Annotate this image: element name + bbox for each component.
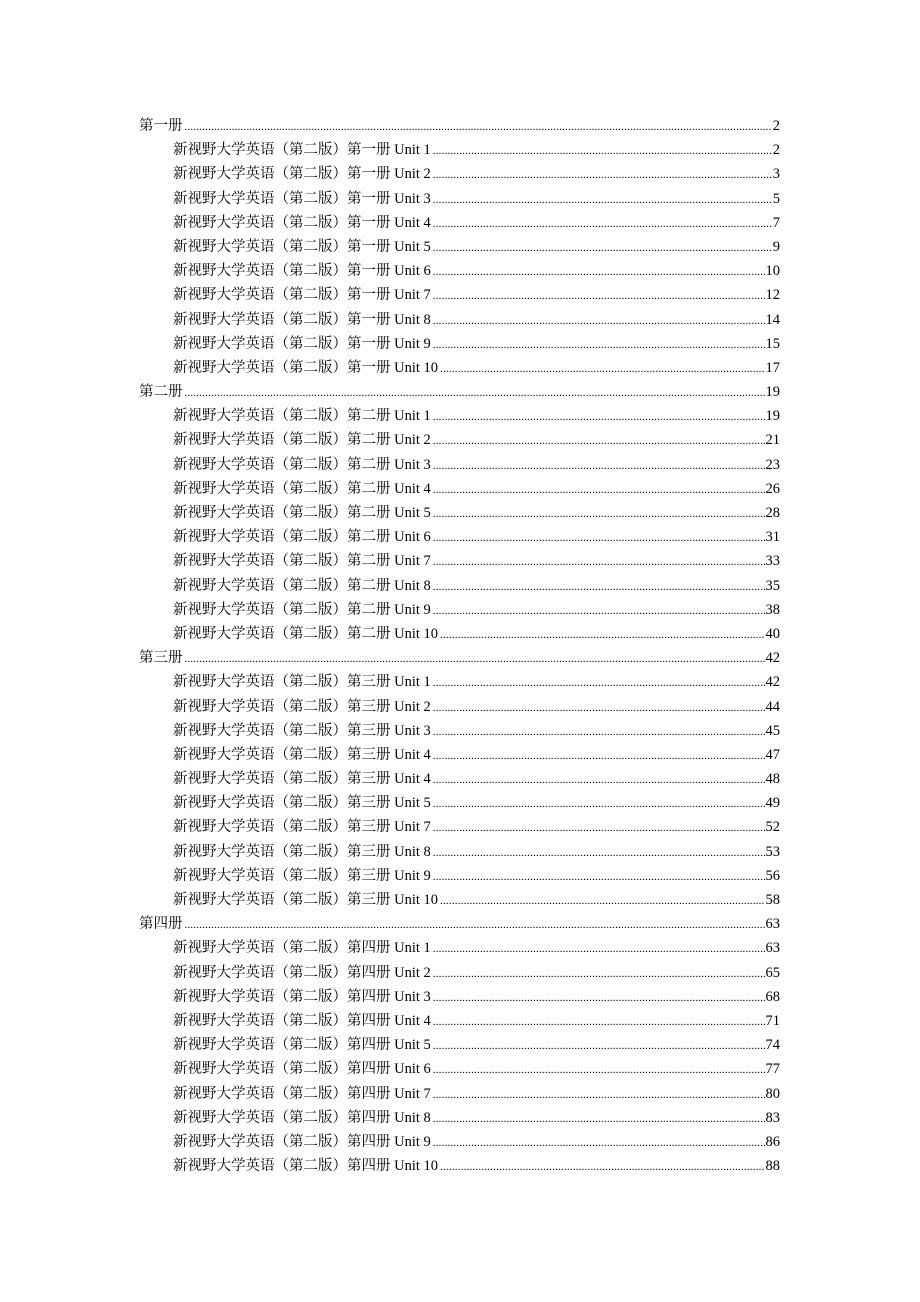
- toc-unit-title: 新视野大学英语（第二版）第一册 Unit 5: [173, 238, 431, 255]
- toc-unit-title: 新视野大学英语（第二版）第二册 Unit 4: [173, 480, 431, 497]
- toc-unit-title: 新视野大学英语（第二版）第四册 Unit 6: [173, 1061, 431, 1078]
- toc-dot-leader: [433, 236, 772, 260]
- toc-unit-entry[interactable]: [139, 235, 780, 259]
- toc-unit-title: 新视野大学英语（第二版）第三册 Unit 7: [173, 819, 431, 836]
- toc-unit-title: 新视野大学英语（第二版）第四册 Unit 10: [173, 1158, 439, 1175]
- toc-unit-title: 新视野大学英语（第二版）第三册 Unit 5: [173, 795, 431, 812]
- toc-unit-title: 新视野大学英语（第二版）第四册 Unit 4: [173, 1012, 431, 1029]
- toc-volume-entry[interactable]: [139, 380, 780, 404]
- toc-unit-title: 新视野大学英语（第二版）第三册 Unit 1: [173, 674, 431, 691]
- toc-unit-title: 新视野大学英语（第二版）第二册 Unit 6: [173, 529, 431, 546]
- toc-unit-entry[interactable]: [139, 549, 780, 573]
- toc-page-number: 31: [765, 529, 780, 546]
- toc-unit-title: 新视野大学英语（第二版）第二册 Unit 2: [173, 432, 431, 449]
- toc-unit-entry[interactable]: [139, 840, 780, 864]
- toc-unit-title: 新视野大学英语（第二版）第一册 Unit 7: [173, 287, 431, 304]
- toc-unit-title: 新视野大学英语（第二版）第一册 Unit 10: [173, 359, 439, 376]
- toc-unit-entry[interactable]: [139, 259, 780, 283]
- toc-dot-leader: [433, 284, 765, 308]
- toc-page-number: 10: [765, 263, 780, 280]
- toc-dot-leader: [433, 478, 765, 502]
- toc-dot-leader: [433, 309, 765, 333]
- toc-page-number: 40: [765, 625, 780, 642]
- toc-unit-entry[interactable]: [139, 815, 780, 839]
- toc-dot-leader: [433, 1131, 765, 1155]
- toc-page-number: 35: [765, 577, 780, 594]
- toc-unit-entry[interactable]: [139, 622, 780, 646]
- toc-unit-title: 新视野大学英语（第二版）第一册 Unit 3: [173, 190, 431, 207]
- toc-volume-title: 第一册: [139, 118, 183, 134]
- toc-page-number: 42: [765, 674, 780, 691]
- toc-dot-leader: [440, 1155, 764, 1179]
- toc-unit-title: 新视野大学英语（第二版）第一册 Unit 6: [173, 263, 431, 280]
- toc-dot-leader: [433, 1083, 765, 1107]
- toc-dot-leader: [433, 792, 765, 816]
- toc-unit-entry[interactable]: [139, 162, 780, 186]
- toc-dot-leader: [433, 986, 765, 1010]
- toc-page-number: 19: [765, 384, 780, 401]
- toc-volume-title: 第四册: [139, 916, 183, 933]
- toc-dot-leader: [433, 333, 765, 357]
- toc-page-number: 77: [765, 1061, 780, 1078]
- toc-dot-leader: [433, 696, 765, 720]
- toc-volume-entry[interactable]: [139, 912, 780, 936]
- toc-dot-leader: [185, 381, 765, 405]
- toc-unit-entry[interactable]: [139, 428, 780, 452]
- toc-page-number: 7: [772, 214, 780, 231]
- toc-dot-leader: [440, 623, 764, 647]
- toc-dot-leader: [433, 163, 772, 187]
- toc-page-number: 88: [765, 1158, 780, 1175]
- toc-unit-title: 新视野大学英语（第二版）第三册 Unit 4: [173, 771, 431, 788]
- toc-unit-title: 新视野大学英语（第二版）第一册 Unit 4: [173, 214, 431, 231]
- toc-page-number: 2: [772, 118, 780, 134]
- toc-unit-title: 新视野大学英语（第二版）第四册 Unit 3: [173, 988, 431, 1005]
- toc-dot-leader: [433, 212, 772, 236]
- toc-unit-title: 新视野大学英语（第二版）第三册 Unit 3: [173, 722, 431, 739]
- toc-unit-title: 新视野大学英语（第二版）第四册 Unit 1: [173, 940, 431, 957]
- toc-unit-title: 新视野大学英语（第二版）第三册 Unit 2: [173, 698, 431, 715]
- toc-dot-leader: [433, 429, 765, 453]
- toc-page-number: 71: [765, 1012, 780, 1029]
- toc-dot-leader: [433, 1010, 765, 1034]
- toc-dot-leader: [433, 865, 765, 889]
- toc-unit-title: 新视野大学英语（第二版）第四册 Unit 9: [173, 1133, 431, 1150]
- toc-unit-title: 新视野大学英语（第二版）第一册 Unit 8: [173, 311, 431, 328]
- toc-unit-entry[interactable]: [139, 719, 780, 743]
- toc-page-number: 58: [765, 892, 780, 908]
- toc-dot-leader: [433, 720, 765, 744]
- toc-page-number: 74: [765, 1037, 780, 1054]
- toc-page-number: 26: [765, 480, 780, 497]
- toc-unit-title: 新视野大学英语（第二版）第二册 Unit 5: [173, 505, 431, 521]
- toc-unit-entry[interactable]: [139, 985, 780, 1009]
- toc-unit-title: 新视野大学英语（第二版）第二册 Unit 1: [173, 408, 431, 425]
- toc-page-number: 15: [765, 335, 780, 352]
- toc-unit-title: 新视野大学英语（第二版）第四册 Unit 8: [173, 1109, 431, 1126]
- toc-unit-entry[interactable]: [139, 332, 780, 356]
- toc-volume-entry[interactable]: [139, 114, 780, 138]
- toc-unit-title: 新视野大学英语（第二版）第二册 Unit 10: [173, 625, 439, 642]
- toc-dot-leader: [433, 260, 765, 284]
- toc-dot-leader: [433, 139, 772, 163]
- toc-dot-leader: [433, 454, 765, 478]
- toc-volume-entry[interactable]: [139, 646, 780, 670]
- toc-page-number: 44: [765, 698, 780, 715]
- toc-dot-leader: [433, 962, 765, 986]
- toc-unit-title: 新视野大学英语（第二版）第四册 Unit 7: [173, 1085, 431, 1102]
- toc-unit-entry[interactable]: [139, 477, 780, 501]
- toc-unit-entry[interactable]: [139, 1154, 780, 1178]
- toc-unit-entry[interactable]: [139, 404, 780, 428]
- toc-unit-title: 新视野大学英语（第二版）第三册 Unit 8: [173, 843, 431, 860]
- toc-unit-entry[interactable]: [139, 138, 780, 162]
- toc-dot-leader: [440, 357, 764, 381]
- toc-unit-title: 新视野大学英语（第二版）第二册 Unit 3: [173, 456, 431, 473]
- toc-dot-leader: [433, 188, 772, 212]
- toc-volume-title: 第三册: [139, 650, 183, 667]
- toc-unit-title: 新视野大学英语（第二版）第四册 Unit 2: [173, 964, 431, 981]
- toc-unit-entry[interactable]: [139, 525, 780, 549]
- toc-unit-entry[interactable]: [139, 961, 780, 985]
- toc-page-number: 45: [765, 722, 780, 739]
- toc-page-number: 65: [765, 964, 780, 981]
- toc-dot-leader: [433, 405, 765, 429]
- toc-unit-entry[interactable]: [139, 936, 780, 960]
- toc-unit-entry[interactable]: [139, 1130, 780, 1154]
- toc-page-number: 83: [765, 1109, 780, 1126]
- toc-unit-title: 新视野大学英语（第二版）第二册 Unit 8: [173, 577, 431, 594]
- toc-unit-title: 新视野大学英语（第二版）第三册 Unit 4: [173, 746, 431, 763]
- toc-dot-leader: [433, 768, 765, 792]
- toc-unit-entry[interactable]: [139, 791, 780, 815]
- toc-page-number: 3: [772, 166, 780, 183]
- toc-dot-leader: [433, 1107, 765, 1131]
- toc-dot-leader: [433, 526, 765, 550]
- toc-page-number: 80: [765, 1085, 780, 1102]
- toc-page-number: 23: [765, 456, 780, 473]
- toc-dot-leader: [433, 744, 765, 768]
- toc-unit-entry[interactable]: [139, 283, 780, 307]
- toc-page-number: 12: [765, 287, 780, 304]
- toc-dot-leader: [185, 913, 765, 937]
- toc-unit-entry[interactable]: [139, 1106, 780, 1130]
- toc-unit-title: 新视野大学英语（第二版）第一册 Unit 9: [173, 335, 431, 352]
- toc-dot-leader: [433, 550, 765, 574]
- toc-dot-leader: [433, 841, 765, 865]
- toc-dot-leader: [433, 1034, 765, 1058]
- toc-page-number: 48: [765, 771, 780, 788]
- toc-page-number: 28: [765, 505, 780, 521]
- toc-page-number: 14: [765, 311, 780, 328]
- toc-unit-title: 新视野大学英语（第二版）第二册 Unit 7: [173, 553, 431, 570]
- toc-dot-leader: [433, 1058, 765, 1082]
- toc-page-number: 19: [765, 408, 780, 425]
- toc-unit-entry[interactable]: [139, 695, 780, 719]
- toc-page-number: 17: [765, 359, 780, 376]
- toc-unit-entry[interactable]: [139, 1082, 780, 1106]
- toc-page-number: 38: [765, 601, 780, 618]
- toc-page-number: 5: [772, 190, 780, 207]
- toc-unit-title: 新视野大学英语（第二版）第三册 Unit 9: [173, 867, 431, 884]
- toc-unit-entry[interactable]: [139, 308, 780, 332]
- toc-unit-entry[interactable]: [139, 1033, 780, 1057]
- toc-unit-title: 新视野大学英语（第二版）第一册 Unit 2: [173, 166, 431, 183]
- toc-unit-entry[interactable]: [139, 211, 780, 235]
- table-of-contents: [139, 114, 780, 1178]
- toc-unit-entry[interactable]: [139, 598, 780, 622]
- toc-page-number: 63: [765, 940, 780, 957]
- toc-dot-leader: [433, 671, 765, 695]
- toc-page-number: 21: [765, 432, 780, 449]
- toc-page-number: 53: [765, 843, 780, 860]
- toc-unit-entry[interactable]: [139, 670, 780, 694]
- toc-page-number: 86: [765, 1133, 780, 1150]
- toc-page-number: 49: [765, 795, 780, 812]
- toc-unit-title: 新视野大学英语（第二版）第三册 Unit 10: [173, 892, 439, 908]
- toc-unit-title: 新视野大学英语（第二版）第一册 Unit 1: [173, 142, 431, 159]
- toc-page-number: 9: [772, 238, 780, 255]
- toc-unit-entry[interactable]: [139, 453, 780, 477]
- toc-page-number: 68: [765, 988, 780, 1005]
- toc-unit-title: 新视野大学英语（第二版）第四册 Unit 5: [173, 1037, 431, 1054]
- toc-page-number: 52: [765, 819, 780, 836]
- toc-page-number: 47: [765, 746, 780, 763]
- toc-dot-leader: [185, 115, 772, 139]
- toc-unit-entry[interactable]: [139, 1009, 780, 1033]
- toc-dot-leader: [433, 816, 765, 840]
- toc-dot-leader: [433, 575, 765, 599]
- toc-page-number: 63: [765, 916, 780, 933]
- toc-unit-entry[interactable]: [139, 574, 780, 598]
- toc-unit-entry[interactable]: [139, 767, 780, 791]
- toc-dot-leader: [433, 599, 765, 623]
- toc-unit-entry[interactable]: [139, 864, 780, 888]
- toc-page-number: 42: [765, 650, 780, 667]
- toc-page-number: 56: [765, 867, 780, 884]
- toc-unit-entry[interactable]: [139, 743, 780, 767]
- toc-unit-entry[interactable]: [139, 1057, 780, 1081]
- toc-dot-leader: [440, 889, 764, 913]
- toc-unit-entry[interactable]: [139, 501, 780, 525]
- toc-page-number: 2: [772, 142, 780, 159]
- toc-dot-leader: [185, 647, 765, 671]
- toc-unit-title: 新视野大学英语（第二版）第二册 Unit 9: [173, 601, 431, 618]
- toc-volume-title: 第二册: [139, 384, 183, 401]
- toc-dot-leader: [433, 937, 765, 961]
- toc-dot-leader: [433, 502, 765, 526]
- toc-unit-entry[interactable]: [139, 888, 780, 912]
- toc-unit-entry[interactable]: [139, 187, 780, 211]
- toc-page-number: 33: [765, 553, 780, 570]
- toc-unit-entry[interactable]: [139, 356, 780, 380]
